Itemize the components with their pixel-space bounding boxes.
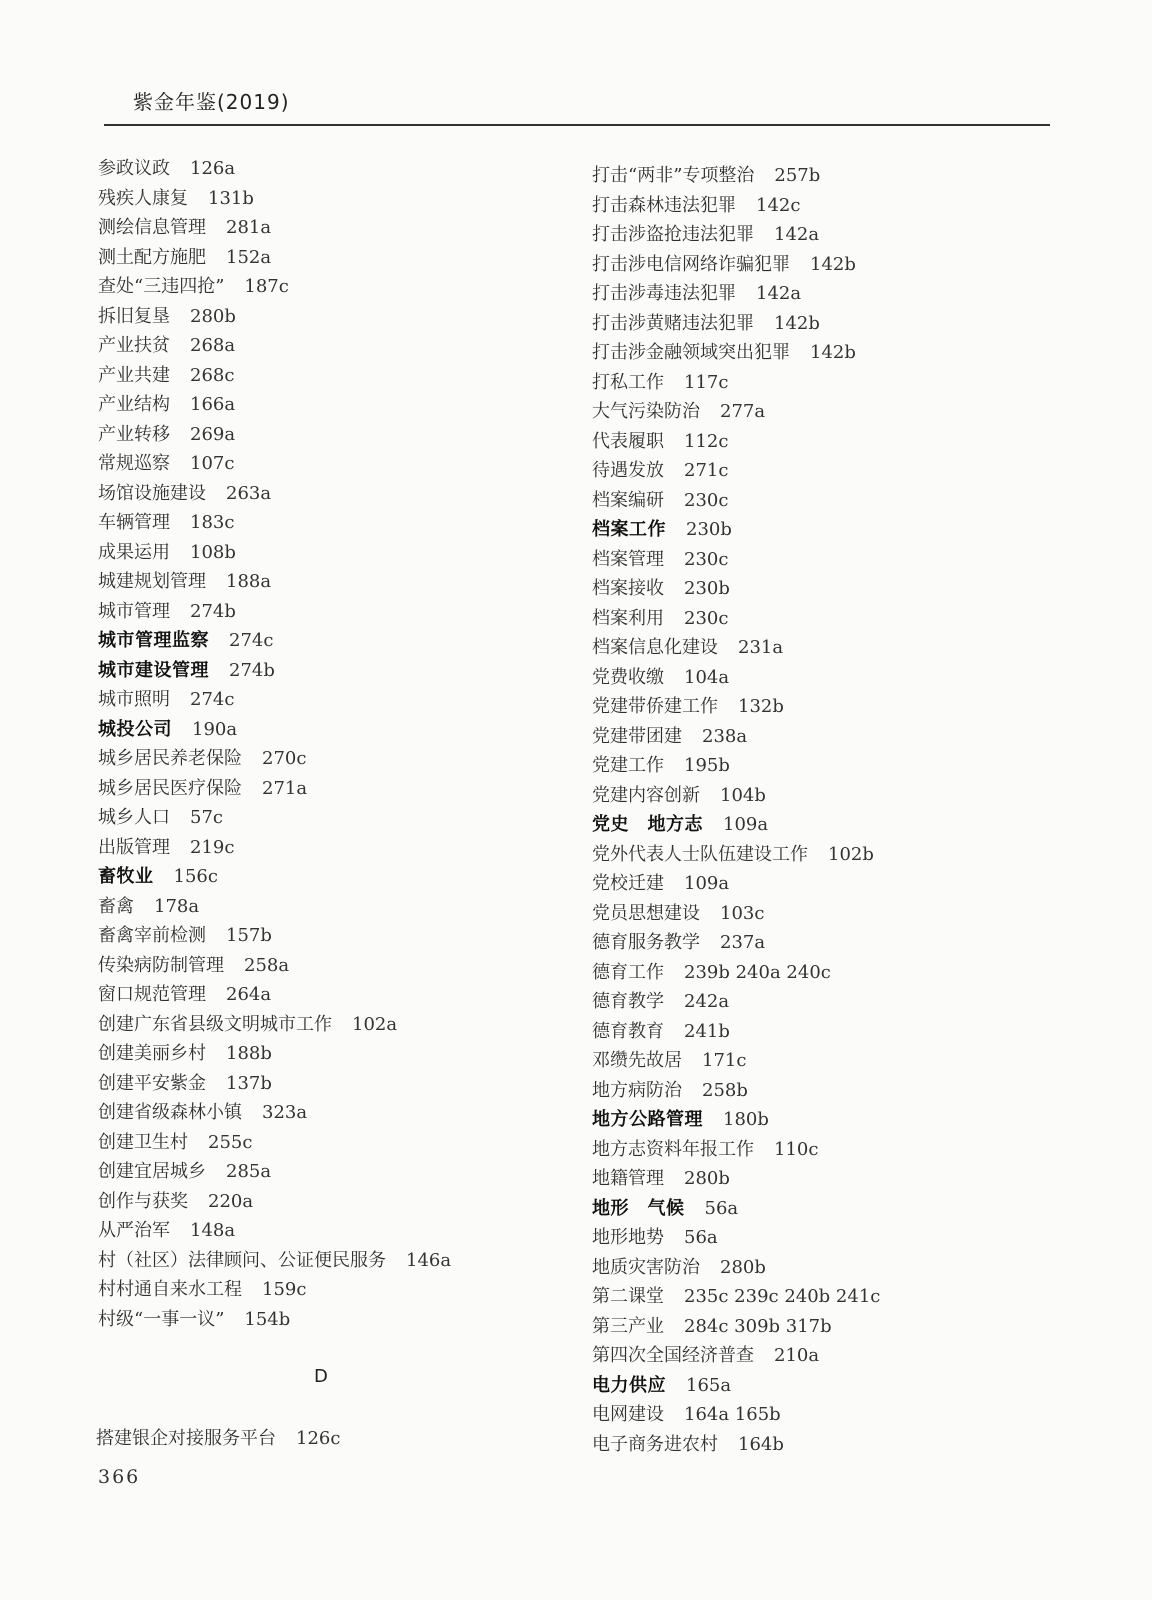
index-entry (592, 1076, 1052, 1106)
index-term: 档案工作 (592, 519, 666, 540)
index-page-ref: 104a (684, 666, 730, 688)
index-page-ref: 210a (774, 1345, 820, 1366)
index-term: 第二课堂 (592, 1286, 664, 1307)
index-entry (98, 980, 568, 1010)
index-term: 第四次全国经济普查 (592, 1345, 754, 1366)
index-entry (592, 1164, 1052, 1194)
index-page-ref: 285a (226, 1161, 272, 1182)
index-entry (592, 220, 1052, 250)
index-entry (98, 272, 568, 302)
index-entry (98, 390, 568, 420)
index-column-left (98, 154, 568, 1334)
index-entry (98, 597, 568, 627)
index-entry (592, 1430, 1052, 1460)
index-page-ref: 241b (684, 1020, 730, 1042)
index-entry (98, 921, 568, 951)
index-entry (98, 449, 568, 479)
index-term: 党费收缴 (592, 666, 664, 688)
index-page-ref: 274c (229, 630, 274, 651)
index-page-ref: 131b (208, 187, 254, 209)
index-entry (592, 692, 1052, 722)
index-page-ref: 146a (406, 1249, 452, 1271)
index-term: 大气污染防治 (592, 401, 700, 422)
index-page-ref: 230c (684, 548, 729, 570)
index-entry (98, 626, 568, 656)
index-entry (98, 951, 568, 981)
index-page-ref: 148a (190, 1220, 236, 1241)
index-term: 电子商务进农村 (592, 1433, 718, 1455)
index-page-ref: 142a (756, 283, 802, 304)
index-entry (592, 574, 1052, 604)
index-page-ref: 230b (684, 578, 730, 599)
index-term: 待遇发放 (592, 460, 664, 481)
index-term: 第三产业 (592, 1315, 664, 1337)
index-page-ref: 108b (190, 541, 236, 563)
index-page-ref: 274c (190, 689, 235, 710)
index-term: 地方公路管理 (592, 1109, 703, 1130)
index-term: 打击涉电信网络诈骗犯罪 (592, 253, 790, 275)
index-term: 档案信息化建设 (592, 637, 718, 658)
index-page-ref: 264a (226, 984, 272, 1005)
index-term: 档案接收 (592, 578, 664, 599)
index-term: 打击涉金融领域突出犯罪 (592, 342, 790, 363)
index-term: 打击涉毒违法犯罪 (592, 283, 736, 304)
index-term: 打击森林违法犯罪 (592, 194, 736, 216)
index-page-ref: 159c (262, 1279, 307, 1300)
index-page-ref: 126c (296, 1428, 341, 1449)
index-entry (592, 1400, 1052, 1430)
page-number: 366 (98, 1466, 141, 1488)
index-page-ref: 270c (262, 748, 307, 769)
index-term: 畜禽 (98, 895, 134, 917)
index-term: 档案利用 (592, 607, 664, 629)
index-page-ref: 188b (226, 1043, 272, 1064)
index-page-ref: 56a (684, 1227, 718, 1248)
index-entry (98, 862, 568, 892)
index-term: 打击涉盗抢违法犯罪 (592, 224, 754, 245)
index-entry (98, 1246, 568, 1276)
index-page-ref: 323a (262, 1102, 308, 1123)
index-page-ref: 180b (723, 1109, 769, 1130)
index-term: 城市管理监察 (98, 630, 209, 651)
index-page-ref: 110c (774, 1138, 819, 1160)
index-term: 产业转移 (98, 423, 170, 445)
index-term: 创建美丽乡村 (98, 1043, 206, 1064)
index-term: 党校迁建 (592, 873, 664, 894)
index-term: 畜牧业 (98, 866, 154, 887)
index-page-ref: 219c (190, 836, 235, 858)
index-term: 城市建设管理 (98, 659, 209, 681)
index-term: 测绘信息管理 (98, 217, 206, 238)
index-entry (592, 869, 1052, 899)
index-entry (98, 774, 568, 804)
index-entry (592, 899, 1052, 929)
index-entry (592, 958, 1052, 988)
index-entry (592, 279, 1052, 309)
section-letter-heading: D (314, 1366, 328, 1387)
index-term: 窗口规范管理 (98, 984, 206, 1005)
index-page-ref: 187c (244, 276, 289, 297)
index-term: 残疾人康复 (98, 187, 188, 209)
index-entry (592, 191, 1052, 221)
index-term: 党建带侨建工作 (592, 696, 718, 717)
index-term: 党员思想建设 (592, 902, 700, 924)
index-entry (98, 302, 568, 332)
index-page-ref: 268a (190, 335, 236, 356)
index-term: 党建内容创新 (592, 784, 700, 806)
index-page-ref: 142b (810, 253, 856, 275)
index-entry (98, 1305, 568, 1335)
index-term: 打击涉黄赌违法犯罪 (592, 312, 754, 334)
index-page-ref: 109a (684, 873, 730, 894)
index-term: 畜禽宰前检测 (98, 925, 206, 946)
index-entry (98, 1010, 568, 1040)
index-page-ref: 268c (190, 364, 235, 386)
index-entry (98, 1187, 568, 1217)
index-term: 打私工作 (592, 371, 664, 393)
index-term: 村（社区）法律顾问、公证便民服务 (98, 1249, 386, 1271)
index-entry (592, 722, 1052, 752)
index-entry (98, 538, 568, 568)
index-entry (592, 810, 1052, 840)
index-entry (98, 154, 568, 184)
index-entry (98, 1098, 568, 1128)
index-page-ref: 238a (702, 725, 748, 747)
index-entry (592, 604, 1052, 634)
index-entry (98, 213, 568, 243)
index-entry (592, 840, 1052, 870)
index-page-ref: 156c (173, 866, 218, 887)
index-term: 产业扶贫 (98, 335, 170, 356)
index-term: 德育教育 (592, 1020, 664, 1042)
index-page-ref: 190a (192, 718, 238, 740)
index-page-ref: 142c (756, 194, 801, 216)
index-term: 城乡居民养老保险 (98, 748, 242, 769)
index-entry (98, 479, 568, 509)
index-term: 电力供应 (592, 1374, 666, 1396)
index-page-ref: 220a (208, 1190, 254, 1212)
index-page-ref: 152a (226, 246, 272, 268)
index-page-ref: 231a (738, 637, 784, 658)
index-entry (592, 1017, 1052, 1047)
index-entry (98, 1157, 568, 1187)
index-term: 打击“两非”专项整治 (592, 165, 755, 186)
index-entry (592, 1223, 1052, 1253)
index-page-ref: 284c 309b 317b (684, 1315, 832, 1337)
index-page-ref: 280b (684, 1168, 730, 1189)
index-page-ref: 195b (684, 755, 730, 776)
index-page-ref: 280b (190, 305, 236, 327)
index-term: 档案管理 (592, 548, 664, 570)
index-entry (98, 803, 568, 833)
index-page-ref: 164b (738, 1433, 784, 1455)
index-entry (98, 685, 568, 715)
index-term: 查处“三违四抢” (98, 276, 225, 297)
index-entry (592, 397, 1052, 427)
index-entry (592, 486, 1052, 516)
index-entry (592, 781, 1052, 811)
index-term: 党建工作 (592, 755, 664, 776)
index-term: 档案编研 (592, 489, 664, 511)
index-page-ref: 255c (208, 1131, 253, 1153)
index-page-ref: 269a (190, 423, 236, 445)
index-page-ref: 258b (702, 1079, 748, 1101)
index-term: 城乡居民医疗保险 (98, 777, 242, 799)
index-page-ref: 257b (774, 165, 821, 186)
index-page-ref: 230b (686, 519, 732, 540)
index-term: 测土配方施肥 (98, 246, 206, 268)
index-entry (98, 892, 568, 922)
index-term: 村村通自来水工程 (98, 1279, 242, 1300)
index-page-ref: 274b (229, 659, 275, 681)
index-page-ref: 230c (684, 607, 729, 629)
index-term: 城乡人口 (98, 807, 170, 828)
index-entry (592, 515, 1052, 545)
index-entry (98, 656, 568, 686)
index-entry (592, 1135, 1052, 1165)
index-entry (592, 633, 1052, 663)
index-page-ref: 263a (226, 482, 272, 504)
index-column-right (592, 161, 1052, 1459)
index-term: 创建平安紫金 (98, 1072, 206, 1094)
index-entry (98, 331, 568, 361)
index-entry (592, 1105, 1052, 1135)
index-term: 城建规划管理 (98, 571, 206, 592)
index-entry (98, 361, 568, 391)
index-page-ref: 137b (226, 1072, 272, 1094)
index-term: 地形 气候 (592, 1197, 685, 1219)
index-entry (98, 243, 568, 273)
index-entry-d (96, 1424, 340, 1454)
index-term: 德育教学 (592, 991, 664, 1012)
index-page-ref: 239b 240a 240c (684, 961, 831, 983)
index-term: 党史 地方志 (592, 814, 703, 835)
index-page-ref: 142b (774, 312, 820, 334)
index-page-ref: 102b (828, 843, 874, 865)
index-page-ref: 142a (774, 224, 820, 245)
index-page-ref: 157b (226, 925, 272, 946)
index-page-ref: 132b (738, 696, 784, 717)
index-page-ref: 277a (720, 401, 766, 422)
index-term: 地方病防治 (592, 1079, 682, 1101)
index-page-ref: 164a 165b (684, 1404, 781, 1425)
index-entry (592, 987, 1052, 1017)
index-term: 德育工作 (592, 961, 664, 983)
index-entry (592, 1282, 1052, 1312)
index-page-ref: 271c (684, 460, 729, 481)
index-page-ref: 117c (684, 371, 729, 393)
index-term: 出版管理 (98, 836, 170, 858)
index-term: 地方志资料年报工作 (592, 1138, 754, 1160)
index-page-ref: 126a (190, 158, 236, 179)
index-page-ref: 104b (720, 784, 766, 806)
index-page-ref: 188a (226, 571, 272, 592)
index-term: 创建省级森林小镇 (98, 1102, 242, 1123)
index-entry (592, 456, 1052, 486)
index-term: 党建带团建 (592, 725, 682, 747)
index-term: 村级“一事一议” (98, 1308, 225, 1330)
running-header-title: 紫金年鉴(2019) (133, 90, 290, 114)
index-page-ref: 142b (810, 342, 856, 363)
index-term: 产业结构 (98, 394, 170, 415)
index-entry (98, 1216, 568, 1246)
index-page-ref: 237a (720, 932, 766, 953)
index-entry (98, 184, 568, 214)
index-page-ref: 280b (720, 1256, 766, 1278)
index-term: 场馆设施建设 (98, 482, 206, 504)
index-entry (592, 368, 1052, 398)
index-term: 创建卫生村 (98, 1131, 188, 1153)
index-page-ref: 242a (684, 991, 730, 1012)
index-page-ref: 103c (720, 902, 765, 924)
index-entry (592, 1253, 1052, 1283)
index-term: 创作与获奖 (98, 1190, 188, 1212)
index-term: 城市管理 (98, 600, 170, 622)
index-term: 城市照明 (98, 689, 170, 710)
index-entry (98, 1039, 568, 1069)
index-term: 地质灾害防治 (592, 1256, 700, 1278)
index-page-ref: 166a (190, 394, 236, 415)
index-entry (98, 420, 568, 450)
index-entry (592, 1312, 1052, 1342)
index-entry (98, 833, 568, 863)
index-page-ref: 56a (704, 1197, 739, 1219)
index-term: 常规巡察 (98, 453, 170, 474)
index-entry (592, 928, 1052, 958)
index-term: 拆旧复垦 (98, 305, 170, 327)
index-entry (98, 1069, 568, 1099)
index-term: 从严治军 (98, 1220, 170, 1241)
index-entry (592, 161, 1052, 191)
index-page-ref: 235c 239c 240b 241c (684, 1286, 881, 1307)
index-term: 参政议政 (98, 158, 170, 179)
index-entry (98, 567, 568, 597)
index-entry (592, 1341, 1052, 1371)
index-term: 城投公司 (98, 718, 172, 740)
index-term: 车辆管理 (98, 512, 170, 533)
index-page-ref: 154b (244, 1308, 291, 1330)
index-term: 产业共建 (98, 364, 170, 386)
index-term: 地形地势 (592, 1227, 664, 1248)
index-entry (592, 663, 1052, 693)
index-page-ref: 271a (262, 777, 308, 799)
index-term: 搭建银企对接服务平台 (96, 1428, 276, 1449)
index-term: 创建宜居城乡 (98, 1161, 206, 1182)
index-term: 党外代表人士队伍建设工作 (592, 843, 808, 865)
index-entry (592, 751, 1052, 781)
index-page-ref: 107c (190, 453, 235, 474)
index-entry (98, 1128, 568, 1158)
index-page-ref: 183c (190, 512, 235, 533)
index-page-ref: 112c (684, 430, 729, 452)
index-entry (592, 1046, 1052, 1076)
index-page-ref: 274b (190, 600, 236, 622)
header-rule (104, 124, 1050, 126)
index-page-ref: 102a (352, 1013, 398, 1035)
index-entry (592, 427, 1052, 457)
index-entry (592, 1194, 1052, 1224)
index-term: 代表履职 (592, 430, 664, 452)
index-entry (98, 1275, 568, 1305)
index-entry (592, 1371, 1052, 1401)
index-term: 地籍管理 (592, 1168, 664, 1189)
index-entry (592, 338, 1052, 368)
index-page-ref: 165a (686, 1374, 732, 1396)
index-entry (592, 309, 1052, 339)
index-page-ref: 57c (190, 807, 223, 828)
index-page-ref: 230c (684, 489, 729, 511)
index-page-ref: 109a (723, 814, 769, 835)
index-page-ref: 258a (244, 954, 290, 976)
index-term: 成果运用 (98, 541, 170, 563)
index-entry (98, 715, 568, 745)
index-page-ref: 171c (702, 1050, 747, 1071)
index-entry (98, 744, 568, 774)
index-term: 传染病防制管理 (98, 954, 224, 976)
index-page-ref: 178a (154, 895, 200, 917)
index-term: 邓缵先故居 (592, 1050, 682, 1071)
index-entry (592, 545, 1052, 575)
index-entry (98, 508, 568, 538)
index-term: 德育服务教学 (592, 932, 700, 953)
index-term: 电网建设 (592, 1404, 664, 1425)
index-term: 创建广东省县级文明城市工作 (98, 1013, 332, 1035)
index-entry (592, 250, 1052, 280)
index-page-ref: 281a (226, 217, 272, 238)
